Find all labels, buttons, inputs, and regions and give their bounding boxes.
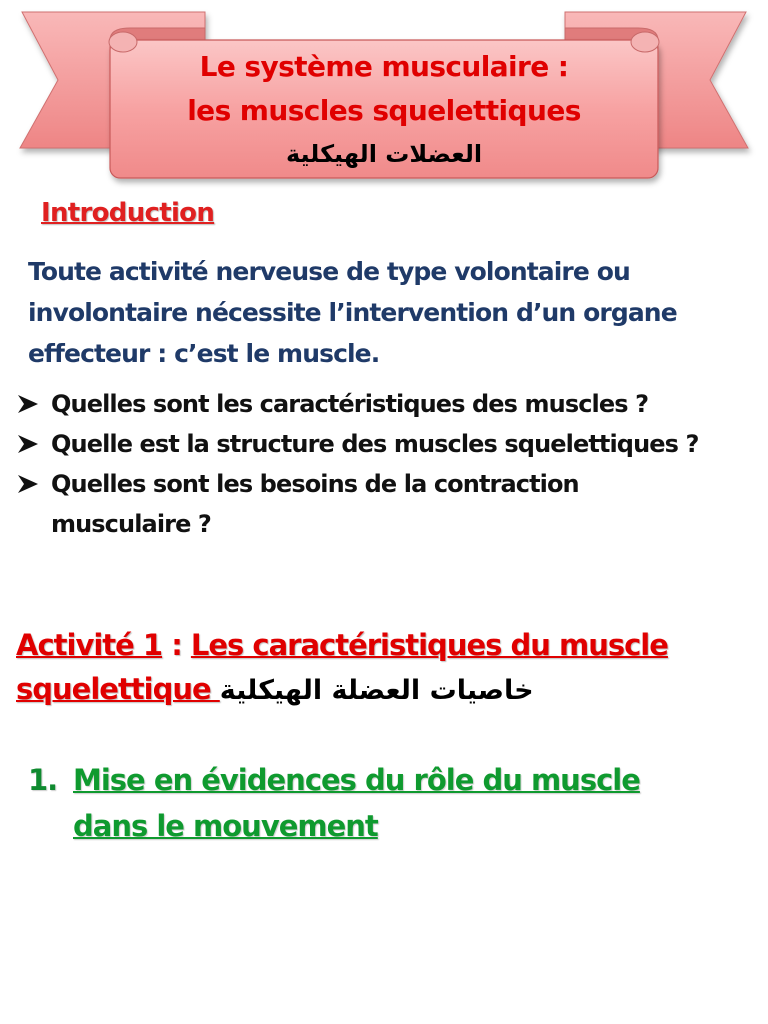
intro-line: Toute activité nerveuse de type volontaire ou [28,257,630,286]
banner-title-arabic: العضلات الهيكلية [285,140,483,168]
question-item [14,464,768,544]
activity-title-arabic: خاصيات العضلة الهيكلية [219,675,534,706]
activity-title-part2: squelettique [16,672,220,706]
intro-line: effecteur : c’est le muscle. [28,339,380,368]
introduction-heading: Introduction [41,198,215,228]
title-banner [0,0,768,190]
question-text: Quelles sont les besoins de la contraction [51,470,579,498]
question-text: Quelle est la structure des muscles squelettiques ? [51,430,699,458]
activity-separator: : [162,628,191,662]
activity-line-2 [16,667,756,713]
point-title [73,757,758,849]
point-title-line: dans le mouvement [73,809,378,843]
point-title-line: Mise en évidences du rôle du muscle [73,763,640,797]
banner-title-line2: les muscles squelettiques [187,94,581,127]
arrow-bullet-icon [16,393,40,415]
question-item [14,384,768,424]
question-text-continued: musculaire ? [51,510,211,538]
question-text: Quelles sont les caractéristiques des muscles ? [51,390,649,418]
introduction-paragraph [28,251,758,374]
point-number: 1. [28,763,58,797]
activity-title-part1: Les caractéristiques du muscle [190,628,668,662]
numbered-point [28,757,758,849]
arrow-bullet-icon [16,473,40,495]
question-list [14,384,768,544]
activity-heading [16,623,756,713]
intro-line: involontaire nécessite l’intervention d’un organe [28,298,677,327]
banner-title-line1: Le système musculaire : [199,50,569,83]
activity-label: Activité 1 [16,628,163,662]
question-item [14,424,768,464]
arrow-bullet-icon [16,433,40,455]
activity-line-1 [16,623,756,667]
